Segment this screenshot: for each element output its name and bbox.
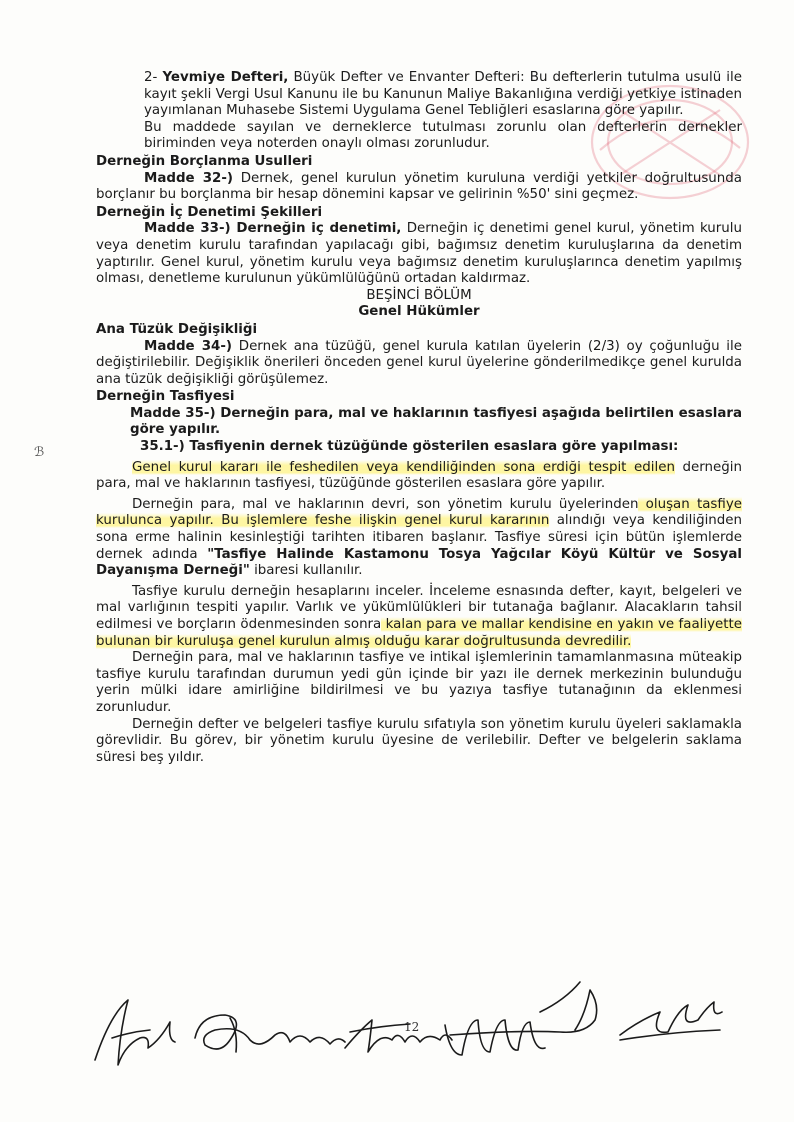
article-33 — [96, 221, 742, 287]
tasfiye-paragraph-4: Derneğin para, mal ve haklarının tasfiye ve intikal işlemlerinin tamamlanmasına müteakip tasfiye kurulu tarafından durumun yedi gün içinde bir yazı ile dernek merkezinin bulunduğu yerin mülki idare amirliğine bildirilmesi ve bu yazıya tasfiye tutanağının da eklenmesi zorunludur. — [96, 650, 742, 715]
article-35-heading: Madde 35-) Derneğin para, mal ve haklarının tasfiyesi aşağıda belirtilen esaslara göre yapılır. — [130, 405, 742, 438]
paragraph-text: Derneğin para, mal ve haklarının devri, son yönetim kurulu üyelerinden — [132, 496, 639, 512]
page-number: 12 — [404, 1020, 420, 1034]
item-2-paragraph — [96, 70, 742, 120]
margin-mark: ℬ — [34, 445, 45, 460]
tasfiye-paragraph-3 — [96, 584, 742, 650]
paragraph-text: alındığı veya kendiliğinden sona erme halinin kesinleştiği tarihten itibaren başlanır. Tasfiye süresi için bütün işlemlerde dernek adında — [96, 513, 743, 562]
item-title: Yevmiye Defteri, — [162, 70, 289, 85]
heading-borclanma: Derneğin Borçlanma Usulleri — [96, 153, 313, 169]
tasfiye-paragraph-5: Derneğin defter ve belgeleri tasfiye kurulu sıfatıyla son yönetim kurulu üyeleri saklamakla görevlidir. Bu görev, bir yönetim kurulu üyesine de verilebilir. Defter ve belgelerin saklama süresi beş yıldır. — [96, 716, 742, 765]
tasfiye-paragraph-1 — [96, 460, 742, 493]
article-34-label: Madde 34-) — [144, 338, 233, 354]
article-33-bold: Derneğin iç denetimi, — [230, 221, 402, 237]
heading-tasfiye: Derneğin Tasfiyesi — [96, 389, 235, 405]
association-name: "Tasfiye Halinde Kastamonu Tosya Yağcılar Köyü Kültür ve Sosyal Dayanışma Derneği" — [96, 546, 742, 579]
highlighted-text: kalan para ve mallar kendisine en yakın ve faaliyette bulunan bir kuruluşa genel kurulun almış olduğu karar doğrultusunda devredilir. — [96, 617, 742, 649]
heading-icdenetim: Derneğin İç Denetimi Şekilleri — [96, 204, 323, 220]
section-title: Genel Hükümler — [358, 304, 480, 320]
document-body — [96, 70, 742, 766]
tasfiye-paragraph-2 — [96, 497, 742, 580]
section-label: BEŞİNCİ BÖLÜM — [366, 287, 472, 303]
paragraph-text: derneğin para, mal ve haklarının tasfiyesi, tüzüğünde gösterilen esaslara göre yapılır. — [96, 459, 742, 492]
article-32 — [96, 171, 742, 204]
highlighted-text: oluşan tasfiye kurulunca yapılır. Bu işlemlere feshe ilişkin genel kurul kararının — [96, 496, 742, 529]
article-33-text: Derneğin iç denetimi genel kurul, yönetim kurulu veya denetim kurulu tarafından yapılacağı gibi, bağımsız denetim kuruluşlarına da denetim yaptırılır. Genel kurul, yönetim kurulu veya bağımsız denetim kuruluşlarınca denetim yapılmış olması, denetleme kurulunun yükümlülüğünü ortadan kaldırmaz. — [96, 221, 742, 287]
article-33-label: Madde 33-) — [144, 221, 231, 237]
notice-paragraph: Bu maddede sayılan ve derneklerce tutulması zorunlu olan defterlerin dernekler biriminden veya noterden onaylı olması zorunludur. — [144, 119, 742, 152]
article-35-1-heading: 35.1-) Tasfiyenin dernek tüzüğünde gösterilen esaslara göre yapılması: — [140, 439, 679, 455]
article-32-label: Madde 32-) — [144, 170, 234, 186]
item-text: Büyük Defter ve Envanter Defteri: Bu defterlerin tutulma usulü ile kayıt şekli Vergi Usul Kanunu ile bu Kanunun Maliye Bakanlığına verdiği yetkiye istinaden yayımlanan Muhasebe Sistemi Uygulama Genel Tebliğleri esaslarına göre yapılır. — [144, 70, 742, 119]
article-32-text: Dernek, genel kurulun yönetim kuruluna verdiği yetkiler doğrultusunda borçlanır bu borçlanma bir hesap dönemini kapsar ve gelirinin %50' sini geçmez. — [96, 170, 742, 203]
heading-anatuzuk: Ana Tüzük Değişikliği — [96, 321, 258, 337]
paragraph-text: ibaresi kullanılır. — [249, 563, 363, 579]
item-number: 2- — [144, 70, 163, 85]
highlighted-text: Genel kurul kararı ile feshedilen veya kendiliğinden sona erdiği tespit edilen — [132, 459, 675, 475]
article-34 — [96, 339, 742, 389]
signatures — [0, 960, 794, 1090]
paragraph-text: Tasfiye kurulu derneğin hesaplarını inceler. İnceleme esnasında defter, kayıt, belgeleri ve mal varlığının tespiti yapılır. Varlık ve yükümlülükleri bir tutanağa bağlanır. Alacakların tahsil edilmesi ve borçların ödenmesinden sonra — [96, 583, 742, 632]
article-34-text: Dernek ana tüzüğü, genel kurula katılan üyelerin (2/3) oy çoğunluğu ile değiştirilebilir. Değişiklik önerileri önceden genel kurul üyelerine gönderilmedikçe genel kurulda ana tüzük değişikliği görüşülemez. — [96, 338, 742, 387]
